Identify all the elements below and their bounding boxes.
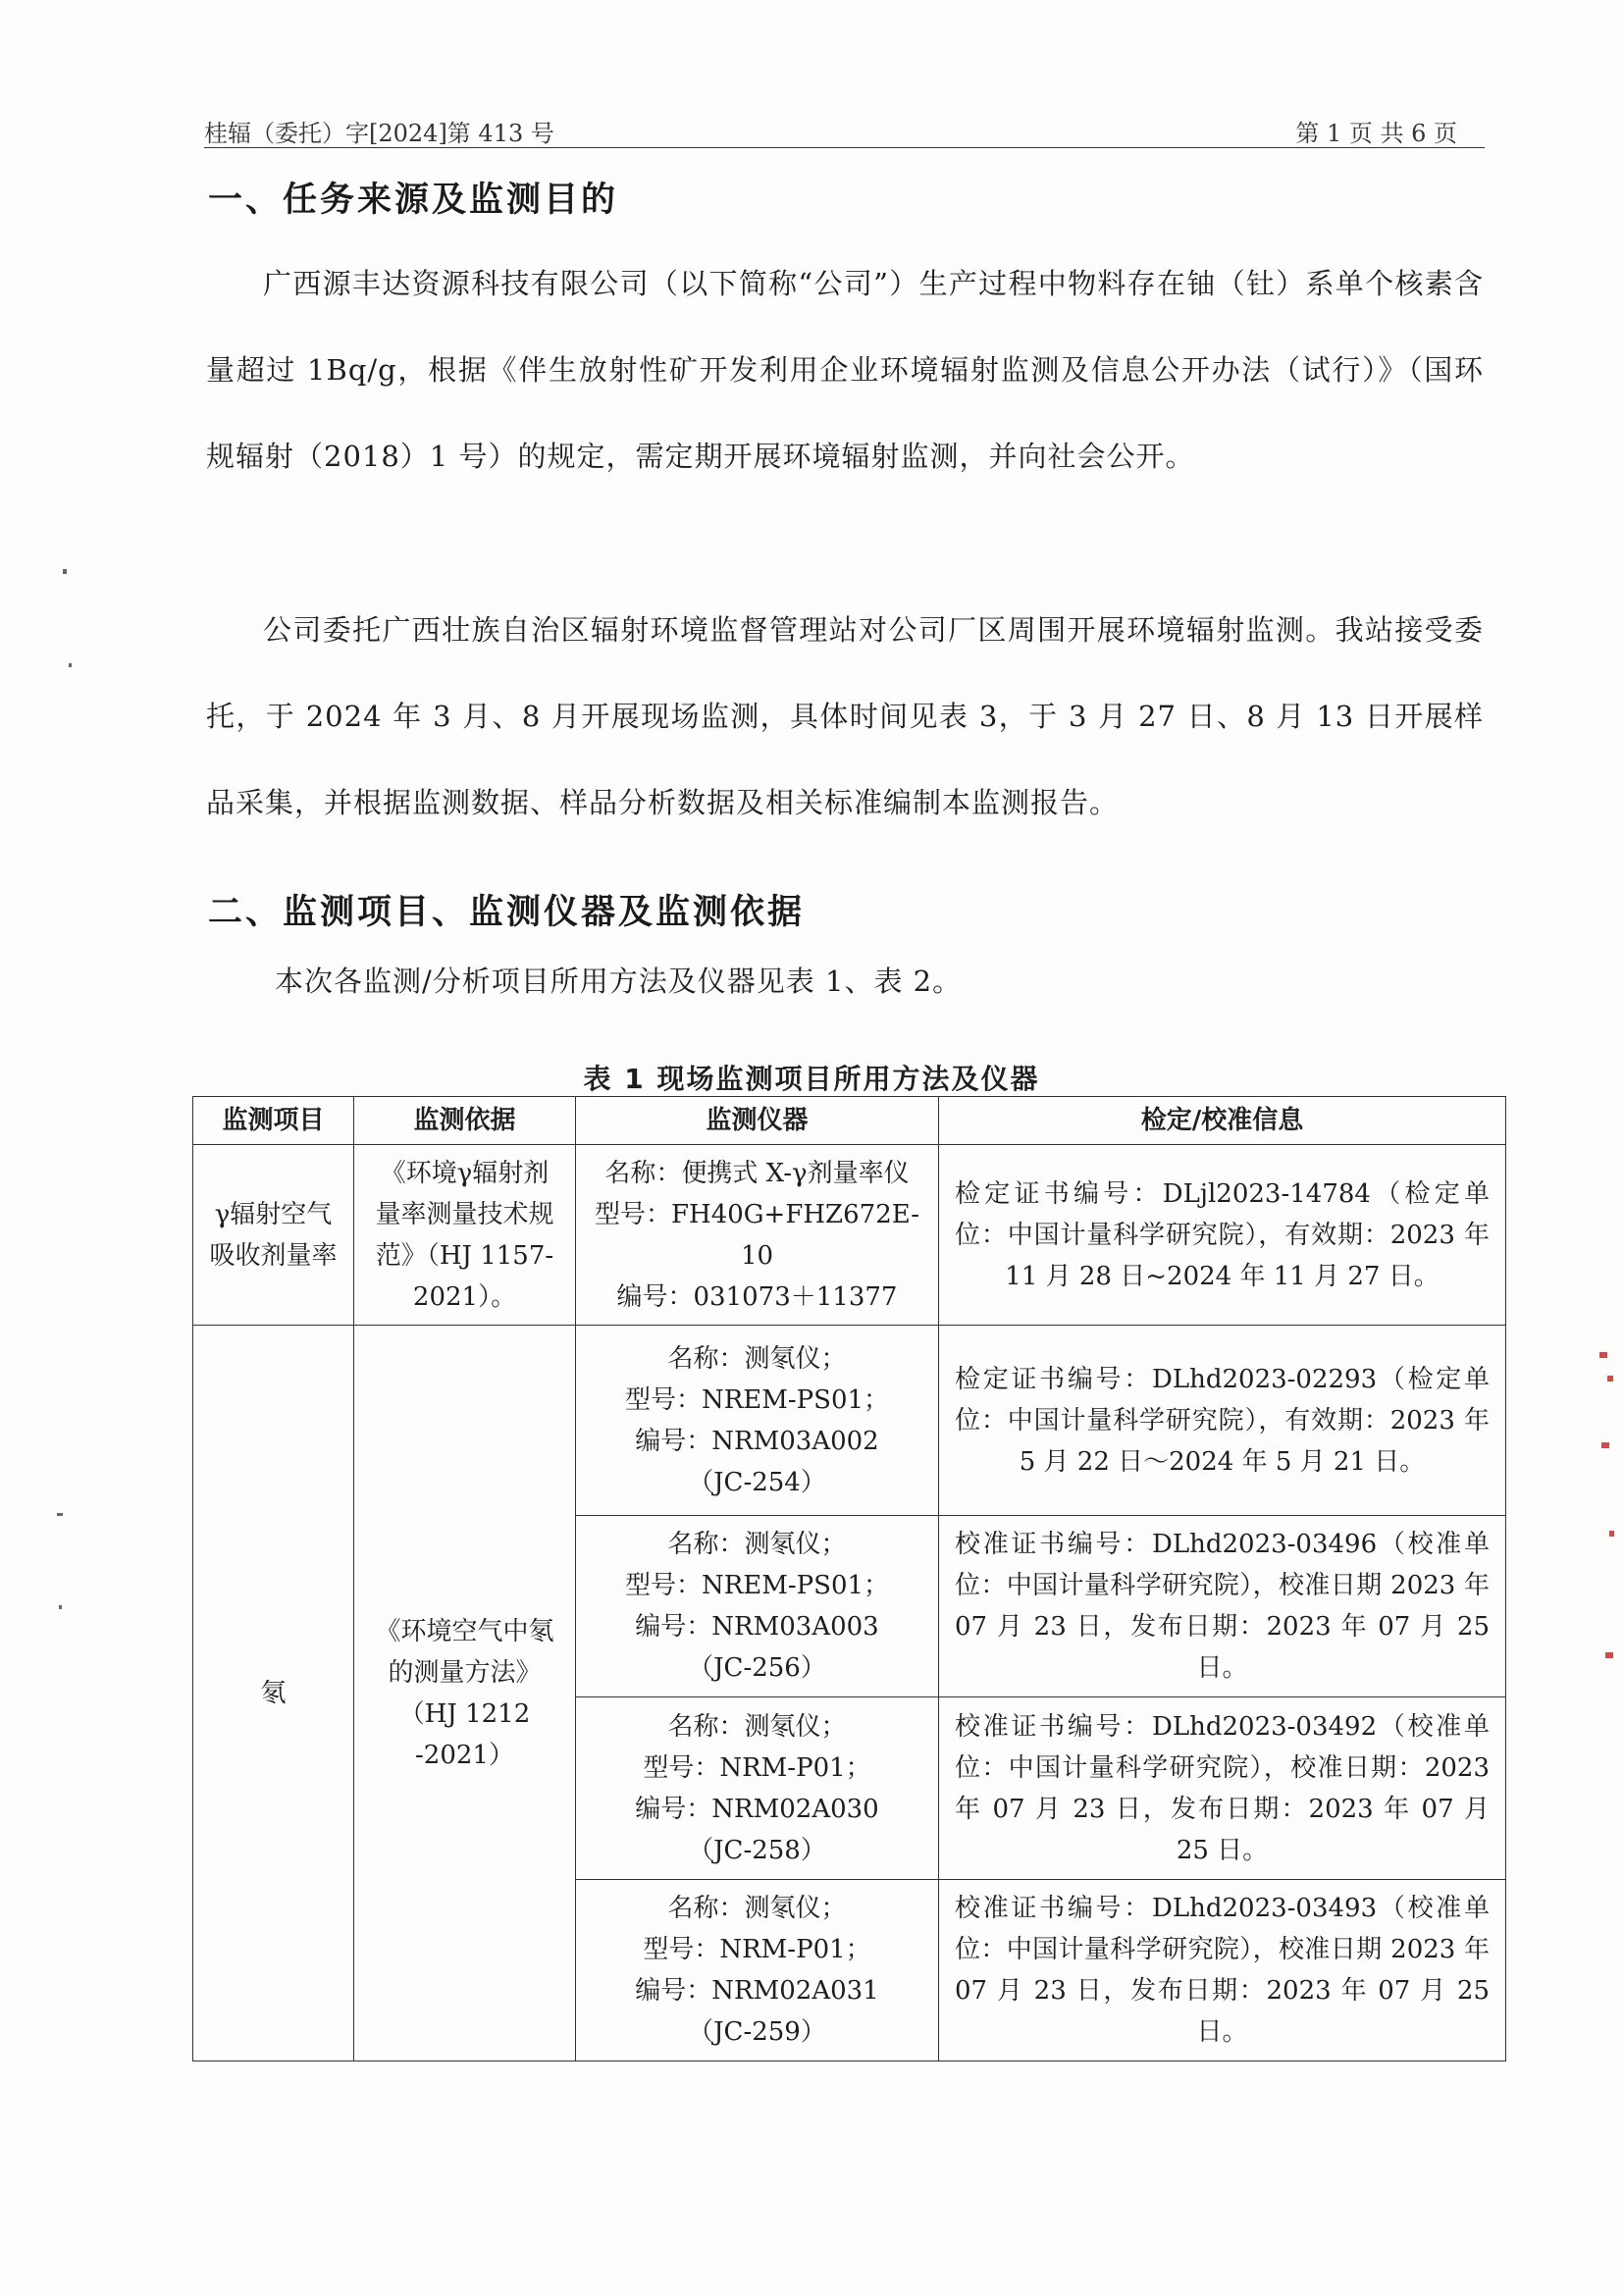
page-number: 第 1 页 共 6 页 (1295, 120, 1457, 147)
seal-edge-mark (1599, 1352, 1607, 1358)
seal-edge-mark (1607, 1376, 1613, 1382)
cell-calibration-gamma: 检定证书编号：DLjl2023-14784（检定单位：中国计量科学研究院），有效期：2023 年 11 月 28 日~2024 年 11 月 27 日。 (939, 1145, 1506, 1326)
cell-basis-radon: 《环境空气中氡的测量方法》（HJ 1212 -2021） (354, 1326, 576, 2061)
cell-instrument-radon-3: 名称：测氡仪； 型号：NRM-P01； 编号：NRM02A030 （JC-258） (576, 1697, 939, 1880)
cell-calibration-radon-3: 校准证书编号：DLhd2023-03492（校准单位：中国计量科学研究院），校准日期：2023 年 07 月 23 日，发布日期：2023 年 07 月 25 日。 (939, 1697, 1506, 1880)
cell-instrument-radon-1: 名称：测氡仪； 型号：NREM-PS01； 编号：NRM03A002 （JC-254） (576, 1326, 939, 1516)
cell-calibration-radon-4: 校准证书编号：DLhd2023-03493（校准单位：中国计量科学研究院），校准日期 2023 年 07 月 23 日，发布日期：2023 年 07 月 25 日。 (939, 1880, 1506, 2061)
table-header-row (193, 1097, 1506, 1145)
scan-speck (57, 1513, 63, 1516)
seal-edge-mark (1601, 1442, 1609, 1448)
section-1-paragraph-2: 公司委托广西壮族自治区辐射环境监督管理站对公司厂区周围开展环境辐射监测。我站接受委托，于 2024 年 3 月、8 月开展现场监测，具体时间见表 3，于 3 月 27 日、8 月 13 日开展样品采集，并根据监测数据、样品分析数据及相关标准编制本监测报告。 (206, 613, 1484, 819)
cell-item-gamma: γ辐射空气吸收剂量率 (193, 1145, 354, 1326)
scan-speck (63, 569, 67, 574)
scan-speck (59, 1605, 62, 1609)
table-row (193, 1326, 1506, 1516)
scan-speck (69, 663, 72, 667)
cell-instrument-gamma: 名称：便携式 X-γ剂量率仪 型号：FH40G+FHZ672E-10 编号：031073＋11377 (576, 1145, 939, 1326)
section-2-lead: 本次各监测/分析项目所用方法及仪器见表 1、表 2。 (275, 965, 963, 998)
cell-instrument-radon-4: 名称：测氡仪； 型号：NRM-P01； 编号：NRM02A031 （JC-259） (576, 1880, 939, 2061)
section-1-title: 一、任务来源及监测目的 (208, 181, 619, 220)
cell-calibration-radon-2: 校准证书编号：DLhd2023-03496（校准单位：中国计量科学研究院），校准日期 2023 年 07 月 23 日，发布日期：2023 年 07 月 25 日。 (939, 1516, 1506, 1697)
document-number: 桂辐（委托）字[2024]第 413 号 (204, 120, 554, 147)
seal-edge-mark (1609, 1531, 1614, 1537)
cell-item-radon: 氡 (193, 1326, 354, 2061)
table-1-caption: 表 1 现场监测项目所用方法及仪器 (583, 1063, 1040, 1095)
section-1-paragraph-1: 广西源丰达资源科技有限公司（以下简称“公司”）生产过程中物料存在铀（钍）系单个核素含量超过 1Bq/g，根据《伴生放射性矿开发利用企业环境辐射监测及信息公开办法（试行）》（国环规辐射（2018）1 号）的规定，需定期开展环境辐射监测，并向社会公开。 (206, 267, 1484, 473)
monitoring-methods-table (192, 1096, 1506, 2061)
header-monitoring-instrument: 监测仪器 (576, 1097, 939, 1145)
page-header (204, 110, 1485, 148)
header-monitoring-item: 监测项目 (193, 1097, 354, 1145)
header-monitoring-basis: 监测依据 (354, 1097, 576, 1145)
seal-edge-mark (1605, 1652, 1613, 1658)
table-row (193, 1145, 1506, 1326)
header-calibration-info: 检定/校准信息 (939, 1097, 1506, 1145)
section-2-title: 二、监测项目、监测仪器及监测依据 (208, 893, 806, 932)
cell-instrument-radon-2: 名称：测氡仪； 型号：NREM-PS01； 编号：NRM03A003 （JC-256） (576, 1516, 939, 1697)
cell-calibration-radon-1: 检定证书编号：DLhd2023-02293（检定单位：中国计量科学研究院），有效期：2023 年 5 月 22 日～2024 年 5 月 21 日。 (939, 1326, 1506, 1516)
cell-basis-gamma: 《环境γ辐射剂量率测量技术规范》（HJ 1157-2021）。 (354, 1145, 576, 1326)
